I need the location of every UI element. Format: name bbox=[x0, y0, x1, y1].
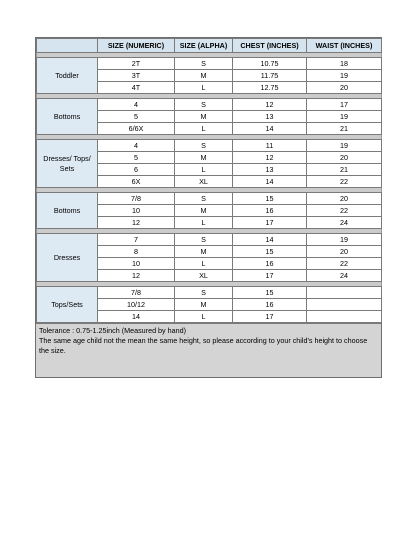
category-label: Dresses/ Tops/ Sets bbox=[37, 140, 98, 188]
waist-cell: 21 bbox=[307, 164, 382, 176]
waist-cell: 20 bbox=[307, 193, 382, 205]
category-label: Tops/Sets bbox=[37, 287, 98, 323]
size-alpha-cell: M bbox=[175, 111, 233, 123]
header-size-alpha: SIZE (ALPHA) bbox=[175, 39, 233, 53]
size-numeric-cell: 6/6X bbox=[98, 123, 175, 135]
chest-cell: 14 bbox=[233, 176, 307, 188]
size-numeric-cell: 10/12 bbox=[98, 299, 175, 311]
size-alpha-cell: L bbox=[175, 258, 233, 270]
size-alpha-cell: XL bbox=[175, 270, 233, 282]
size-alpha-cell: M bbox=[175, 70, 233, 82]
size-numeric-cell: 7 bbox=[98, 234, 175, 246]
size-numeric-cell: 6 bbox=[98, 164, 175, 176]
size-alpha-cell: L bbox=[175, 217, 233, 229]
waist-cell: 18 bbox=[307, 58, 382, 70]
table-row bbox=[37, 193, 382, 205]
size-numeric-cell: 4 bbox=[98, 99, 175, 111]
size-numeric-cell: 4T bbox=[98, 82, 175, 94]
category-label: Bottoms bbox=[37, 99, 98, 135]
chest-cell: 14 bbox=[233, 234, 307, 246]
table-row bbox=[37, 234, 382, 246]
size-numeric-cell: 2T bbox=[98, 58, 175, 70]
size-numeric-cell: 10 bbox=[98, 258, 175, 270]
waist-cell: 20 bbox=[307, 246, 382, 258]
table-row bbox=[37, 140, 382, 152]
chest-cell: 17 bbox=[233, 270, 307, 282]
waist-cell: 20 bbox=[307, 82, 382, 94]
chest-cell: 12 bbox=[233, 99, 307, 111]
waist-cell: 22 bbox=[307, 258, 382, 270]
chest-cell: 13 bbox=[233, 111, 307, 123]
header-blank bbox=[37, 39, 98, 53]
waist-cell bbox=[307, 299, 382, 311]
size-alpha-cell: L bbox=[175, 82, 233, 94]
size-chart bbox=[35, 37, 382, 378]
chest-cell: 12 bbox=[233, 152, 307, 164]
chest-cell: 16 bbox=[233, 205, 307, 217]
size-alpha-cell: XL bbox=[175, 176, 233, 188]
size-numeric-cell: 5 bbox=[98, 152, 175, 164]
size-alpha-cell: L bbox=[175, 164, 233, 176]
waist-cell bbox=[307, 287, 382, 299]
chest-cell: 16 bbox=[233, 299, 307, 311]
size-alpha-cell: M bbox=[175, 246, 233, 258]
size-numeric-cell: 8 bbox=[98, 246, 175, 258]
waist-cell: 20 bbox=[307, 152, 382, 164]
size-table bbox=[36, 38, 382, 323]
size-alpha-cell: S bbox=[175, 99, 233, 111]
header-chest: CHEST (INCHES) bbox=[233, 39, 307, 53]
header-row bbox=[37, 39, 382, 53]
size-numeric-cell: 3T bbox=[98, 70, 175, 82]
header-waist: WAIST (INCHES) bbox=[307, 39, 382, 53]
chest-cell: 10.75 bbox=[233, 58, 307, 70]
size-numeric-cell: 14 bbox=[98, 311, 175, 323]
chest-cell: 13 bbox=[233, 164, 307, 176]
chest-cell: 15 bbox=[233, 246, 307, 258]
size-alpha-cell: S bbox=[175, 287, 233, 299]
waist-cell: 22 bbox=[307, 205, 382, 217]
size-table-body bbox=[37, 39, 382, 323]
header-size-numeric: SIZE (NUMERIC) bbox=[98, 39, 175, 53]
size-alpha-cell: L bbox=[175, 123, 233, 135]
size-numeric-cell: 12 bbox=[98, 217, 175, 229]
size-numeric-cell: 5 bbox=[98, 111, 175, 123]
size-numeric-cell: 12 bbox=[98, 270, 175, 282]
waist-cell: 22 bbox=[307, 176, 382, 188]
waist-cell: 21 bbox=[307, 123, 382, 135]
size-alpha-cell: S bbox=[175, 140, 233, 152]
waist-cell: 19 bbox=[307, 111, 382, 123]
size-alpha-cell: L bbox=[175, 311, 233, 323]
chest-cell: 11 bbox=[233, 140, 307, 152]
size-numeric-cell: 7/8 bbox=[98, 193, 175, 205]
size-alpha-cell: M bbox=[175, 152, 233, 164]
tolerance-note: Tolerance : 0.75-1.25inch (Measured by hand) bbox=[39, 326, 187, 335]
category-label: Bottoms bbox=[37, 193, 98, 229]
notes-box bbox=[36, 323, 381, 377]
waist-cell: 19 bbox=[307, 234, 382, 246]
chest-cell: 11.75 bbox=[233, 70, 307, 82]
size-numeric-cell: 6X bbox=[98, 176, 175, 188]
chest-cell: 15 bbox=[233, 193, 307, 205]
table-row bbox=[37, 58, 382, 70]
size-numeric-cell: 7/8 bbox=[98, 287, 175, 299]
size-alpha-cell: S bbox=[175, 234, 233, 246]
size-alpha-cell: M bbox=[175, 205, 233, 217]
chest-cell: 14 bbox=[233, 123, 307, 135]
waist-cell: 17 bbox=[307, 99, 382, 111]
sizing-advice-note: The same age child not the mean the same height, so please according to your child's height to choose the size. bbox=[39, 336, 368, 355]
category-label: Toddler bbox=[37, 58, 98, 94]
chest-cell: 17 bbox=[233, 217, 307, 229]
waist-cell bbox=[307, 311, 382, 323]
waist-cell: 24 bbox=[307, 217, 382, 229]
waist-cell: 24 bbox=[307, 270, 382, 282]
size-alpha-cell: S bbox=[175, 193, 233, 205]
size-numeric-cell: 10 bbox=[98, 205, 175, 217]
size-alpha-cell: S bbox=[175, 58, 233, 70]
size-alpha-cell: M bbox=[175, 299, 233, 311]
chest-cell: 17 bbox=[233, 311, 307, 323]
waist-cell: 19 bbox=[307, 140, 382, 152]
size-numeric-cell: 4 bbox=[98, 140, 175, 152]
table-row bbox=[37, 287, 382, 299]
chest-cell: 16 bbox=[233, 258, 307, 270]
table-row bbox=[37, 99, 382, 111]
category-label: Dresses bbox=[37, 234, 98, 282]
waist-cell: 19 bbox=[307, 70, 382, 82]
chest-cell: 12.75 bbox=[233, 82, 307, 94]
chest-cell: 15 bbox=[233, 287, 307, 299]
